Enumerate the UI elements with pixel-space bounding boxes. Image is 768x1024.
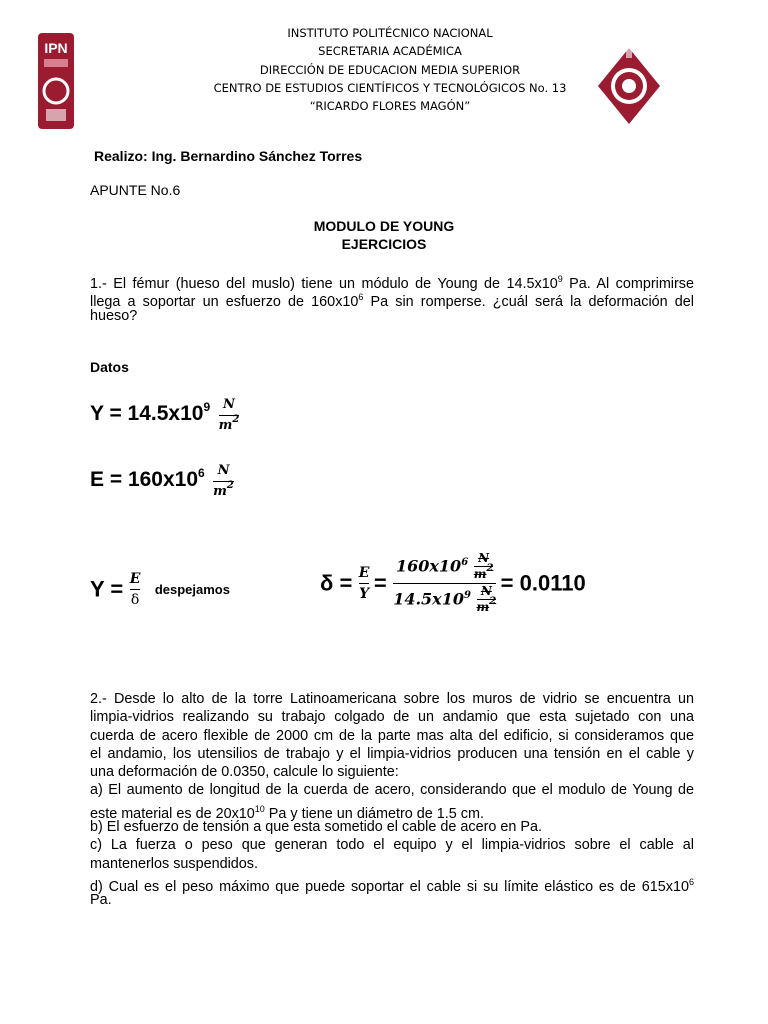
problem-1 <box>90 270 694 325</box>
note-number: APUNTE No.6 <box>90 182 181 198</box>
problem-2 <box>90 690 694 910</box>
author-line: Realizo: Ing. Bernardino Sánchez Torres <box>94 148 363 164</box>
page-title: MODULO DE YOUNG <box>313 218 455 234</box>
header-line-centro: CENTRO DE ESTUDIOS CIENTÍFICOS Y TECNOLÓGICOS No. 13 <box>213 81 567 95</box>
problem-2-line: mantenerlos suspendidos. <box>90 855 258 872</box>
formula-young: Y = $\frac{E}{\delta}$ despejamos <box>90 571 230 608</box>
datos-label: Datos <box>90 359 129 375</box>
problem-2-line: 2.- Desde lo alto de la torre Latinoamericana sobre los muros de vidrio se encuentra un <box>90 691 694 707</box>
svg-text:IPN: IPN <box>44 40 68 56</box>
problem-2-line: Pa. <box>90 892 112 909</box>
problem-2-line: b) El esfuerzo de tensión a que esta sometido el cable de acero en Pa. <box>90 819 542 836</box>
header-line-name: “RICARDO FLORES MAGÓN” <box>309 99 471 113</box>
result-value: = 0.0110 <box>500 570 586 596</box>
stress-value: $E = 160x10^6$ $\frac{N}{m^2}$ <box>90 463 234 499</box>
problem-2-line: a) El aumento de longitud de la cuerda de acero, considerando que el modulo de Young de <box>90 782 694 799</box>
problem-1-line: hueso? <box>90 307 138 324</box>
header-line-direccion: DIRECCIÓN DE EDUCACION MEDIA SUPERIOR <box>259 63 521 77</box>
problem-1-line: llega a soportar un esfuerzo de $160x10^6$ Pa sin romperse. ¿cuál será la deformación del <box>90 292 695 311</box>
formula-deformation: δ = $\frac{E}{Y}$ = $160x10^6$ $\frac{N}{m^2}$ $14.5x10^9$ $\frac{N}{m^2}$ = 0.0110 <box>320 551 586 614</box>
problem-2-line: este material es de $20x10^{10}$ Pa y tiene un diámetro de 1.5 cm. <box>90 803 484 822</box>
problem-2-line: cuerda de acero flexible de 2000 cm de la parte mas alta del edificio, si consideramos que <box>90 727 694 744</box>
youngs-modulus-value: $Y = 14.5x10^9$ $\frac{N}{m^2}$ <box>90 397 240 433</box>
header-line-secretaria: SECRETARIA ACADÉMICA <box>318 44 462 58</box>
problem-2-line: d) Cual es el peso máximo que puede soportar el cable si su límite elástico es de $615x10^6$ <box>90 876 694 895</box>
page-subtitle: EJERCICIOS <box>341 236 427 252</box>
problem-2-line: una deformación de 0.0350, calcule lo siguiente: <box>90 764 399 781</box>
problem-2-line: c) La fuerza o peso que generan todo el equipo y el limpia-vidrios sobre el cable al <box>90 837 694 854</box>
problem-2-line: limpia-vidrios realizando su trabajo colgado de un andamio que esta sujetado con una <box>90 709 694 726</box>
ipn-logo <box>36 31 76 131</box>
header-line-institute: INSTITUTO POLITÉCNICO NACIONAL <box>287 26 493 40</box>
problem-2-line: el andamio, los utensilios de trabajo y el limpia-vidrios producen una tensión en el cable y <box>90 745 694 762</box>
problem-1-line: 1.- El fémur (hueso del muslo) tiene un módulo de Young de $14.5x10^9$ Pa. Al comprimirse <box>90 274 694 292</box>
